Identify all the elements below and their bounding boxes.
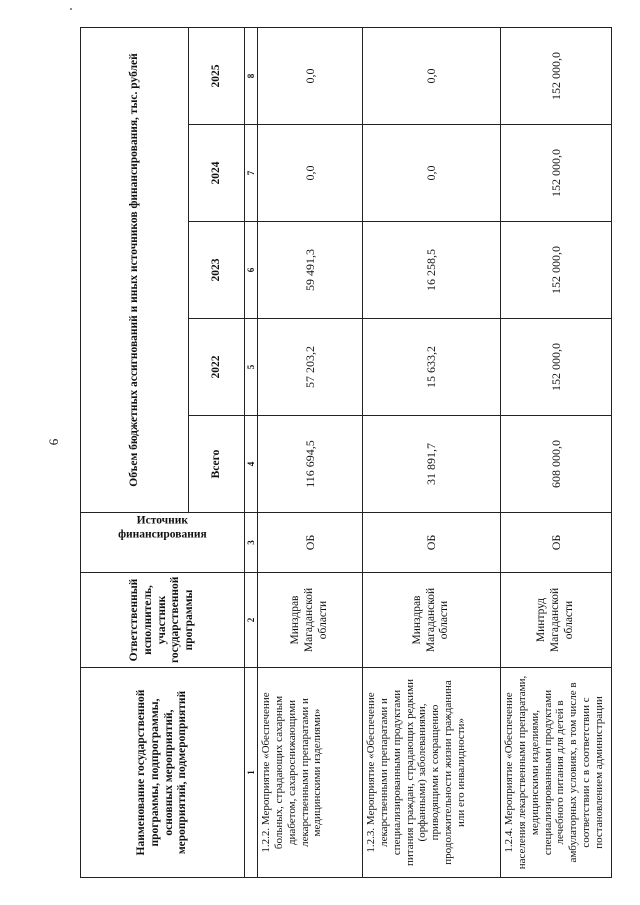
row-name: 1.2.2. Мероприятие «Обеспечение больных, страдающих сахарным диабетом, сахароснижающими лекарственными препаратами и медицинскими изделиями» <box>258 668 363 878</box>
header-row-1 <box>81 27 189 877</box>
header-name: Наименование государственной программы, подпрограммы, основных мероприятий, мероприятий, подмероприятий <box>81 668 245 878</box>
row-total: 116 694,5 <box>258 416 363 513</box>
row-total: 608 000,0 <box>501 416 612 513</box>
header-year-2023: 2023 <box>189 222 245 319</box>
row-2023: 59 491,3 <box>258 222 363 319</box>
header-total: Всего <box>189 416 245 513</box>
funding-table <box>80 27 612 878</box>
row-2023: 16 258,5 <box>363 222 501 319</box>
row-source: ОБ <box>258 513 363 573</box>
page-number: 6 <box>46 438 61 446</box>
row-2024: 0,0 <box>258 125 363 222</box>
column-number: 4 <box>245 416 258 513</box>
header-executor: Ответственный исполнитель, участник государственной программы <box>81 573 245 668</box>
row-2022: 15 633,2 <box>363 319 501 416</box>
row-2022: 57 203,2 <box>258 319 363 416</box>
column-number: 1 <box>245 668 258 878</box>
row-2025: 152 000,0 <box>501 27 612 124</box>
row-2024: 0,0 <box>363 125 501 222</box>
table-row <box>363 27 501 877</box>
row-2023: 152 000,0 <box>501 222 612 319</box>
rotated-table-sheet <box>80 28 610 878</box>
row-2025: 0,0 <box>363 27 501 124</box>
row-executor: Минздрав Магаданской области <box>258 573 363 668</box>
header-source <box>81 513 245 573</box>
row-source: ОБ <box>363 513 501 573</box>
column-number: 6 <box>245 222 258 319</box>
row-name: 1.2.4. Мероприятие «Обеспечение населения лекарственными препаратами, медицинскими изделиями, специализированными продуктами лечебного питания для детей в амбулаторных условиях, в том числе в соответствии с в соответствии с постановлением администрации <box>501 668 612 878</box>
column-number-row <box>245 27 258 877</box>
column-number: 8 <box>245 27 258 124</box>
row-name: 1.2.3. Мероприятие «Обеспечение лекарственными препаратами и специализированными продуктами питания граждан, страдающих редкими (орфанными) заболеваниями, приводящими к сокращению продолжительности жизни гражданина или его инвалидности» <box>363 668 501 878</box>
column-number: 3 <box>245 513 258 573</box>
row-2022: 152 000,0 <box>501 319 612 416</box>
header-volume: Объем бюджетных ассигнований и иных источников финансирования, тыс. рублей <box>81 27 189 512</box>
row-2024: 152 000,0 <box>501 125 612 222</box>
header-year-2022: 2022 <box>189 319 245 416</box>
header-source-line2: финансирования <box>117 528 207 541</box>
header-source-line1: Источник <box>136 514 188 527</box>
row-total: 31 891,7 <box>363 416 501 513</box>
row-executor: Минтруд Магаданской области <box>501 573 612 668</box>
column-number: 7 <box>245 125 258 222</box>
column-number: 2 <box>245 573 258 668</box>
table-row <box>501 27 612 877</box>
row-source: ОБ <box>501 513 612 573</box>
column-number: 5 <box>245 319 258 416</box>
header-year-2025: 2025 <box>189 27 245 124</box>
row-2025: 0,0 <box>258 27 363 124</box>
row-executor: Минздрав Магаданской области <box>363 573 501 668</box>
scan-speck <box>70 8 72 10</box>
header-year-2024: 2024 <box>189 125 245 222</box>
table-row <box>258 27 363 877</box>
